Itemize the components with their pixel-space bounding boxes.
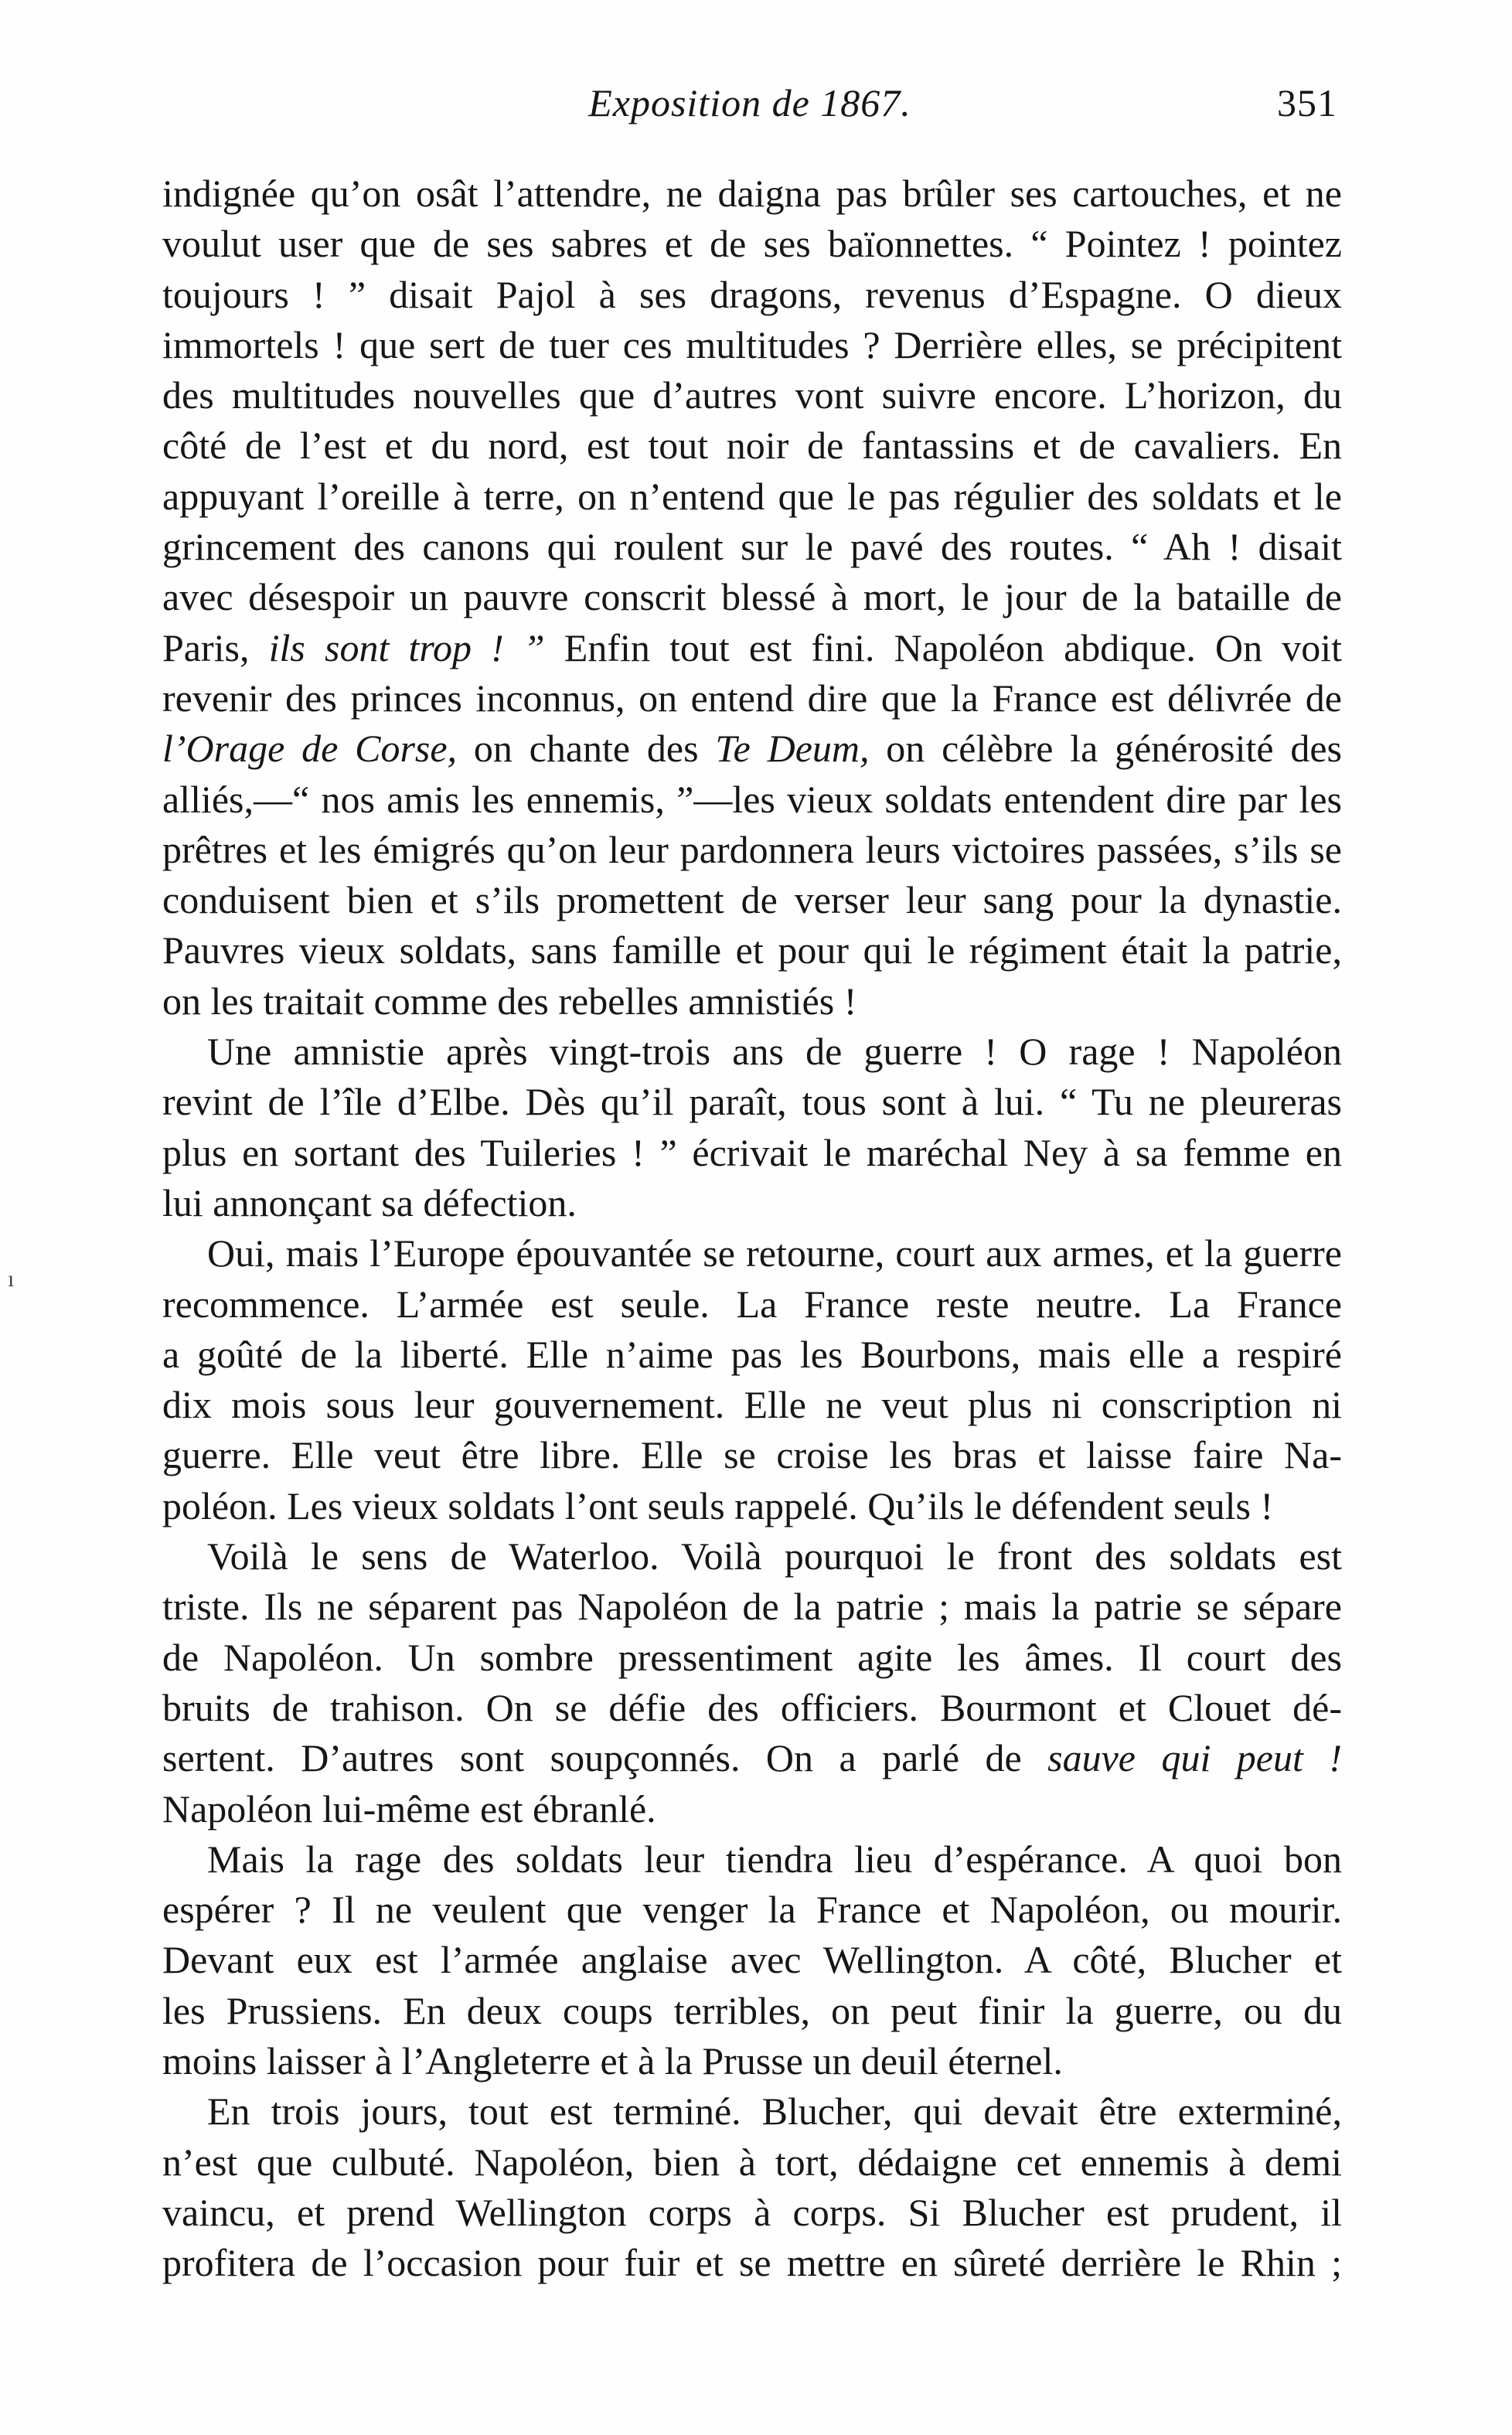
text-line: Devant eux est l’armée anglaise avec Wellington. A côté, Blucher et: [162, 1938, 1342, 1982]
text-line: Voilà le sens de Waterloo. Voilà pourquoi le front des soldats est: [207, 1534, 1342, 1578]
text-line: [162, 623, 1342, 673]
text-line: côté de l’est et du nord, est tout noir de fantassins et de cavaliers. En: [162, 424, 1342, 468]
text-line: bruits de trahison. On se défie des officiers. Bourmont et Clouet dé-: [162, 1685, 1342, 1729]
text-line: revint de l’île d’Elbe. Dès qu’il paraît, tous sont à lui. “ Tu ne pleureras: [162, 1080, 1342, 1124]
text-line: plus en sortant des Tuileries ! ” écrivait le maréchal Ney à sa femme en: [162, 1130, 1342, 1174]
text-line: a goûté de la liberté. Elle n’aime pas les Bourbons, mais elle a respiré: [162, 1332, 1342, 1376]
italic-phrase: sauve qui peut !: [1047, 1736, 1342, 1780]
page-number: 351: [1277, 81, 1337, 124]
italic-phrase: Te Deum,: [715, 727, 870, 771]
text-line: n’est que culbuté. Napoléon, bien à tort, dédaigne cet ennemis à demi: [162, 2140, 1342, 2184]
text-fragment: Enfin tout est fini. Napoléon abdique. On voit: [544, 625, 1343, 669]
text-line: Pauvres vieux soldats, sans famille et pour qui le régiment était la patrie,: [162, 928, 1342, 972]
text-line: prêtres et les émigrés qu’on leur pardonnera leurs victoires passées, s’ils se: [162, 827, 1342, 871]
page-header: [162, 80, 1337, 142]
text-line: Oui, mais l’Europe épouvantée se retourne, court aux armes, et la guerre: [207, 1231, 1342, 1275]
text-line: des multitudes nouvelles que d’autres vont suivre encore. L’horizon, du: [162, 373, 1342, 417]
text-line: En trois jours, tout est terminé. Blucher, qui devait être exterminé,: [207, 2089, 1342, 2134]
running-title: Exposition de 1867.: [588, 81, 911, 124]
text-line: guerre. Elle veut être libre. Elle se croise les bras et laisse faire Na-: [162, 1433, 1342, 1477]
italic-phrase: ils sont trop ! ”: [268, 625, 545, 669]
italic-phrase: l’Orage de Corse,: [162, 727, 458, 771]
text-line: profitera de l’occasion pour fuir et se mettre en sûreté derrière le Rhin ;: [162, 2241, 1342, 2285]
text-line: revenir des princes inconnus, on entend dire que la France est délivrée de: [162, 676, 1342, 720]
text-line: espérer ? Il ne veulent que venger la France et Napoléon, ou mourir.: [162, 1888, 1342, 1932]
text-fragment: Paris,: [162, 625, 269, 669]
margin-mark: ı: [8, 1266, 15, 1292]
text-line: appuyant l’oreille à terre, on n’entend que le pas régulier des soldats et le: [162, 474, 1342, 518]
text-fragment: sertent. D’autres sont soupçonnés. On a parlé de: [162, 1736, 1048, 1780]
text-line: les Prussiens. En deux coups terribles, on peut finir la guerre, ou du: [162, 1988, 1342, 2032]
text-line: alliés,—“ nos amis les ennemis, ”—les vieux soldats entendent dire par les: [162, 777, 1342, 821]
text-line: immortels ! que sert de tuer ces multitudes ? Derrière elles, se précipitent: [162, 322, 1342, 366]
text-line: vaincu, et prend Wellington corps à corps. Si Blucher est prudent, il: [162, 2190, 1342, 2234]
text-line: de Napoléon. Un sombre pressentiment agite les âmes. Il court des: [162, 1635, 1342, 1679]
text-line: poléon. Les vieux soldats l’ont seuls rappelé. Qu’ils le défendent seuls !: [162, 1483, 1274, 1527]
text-line: indignée qu’on osât l’attendre, ne daigna pas brûler ses cartouches, et ne: [162, 172, 1342, 215]
text-line: dix mois sous leur gouvernement. Elle ne veut plus ni conscription ni: [162, 1383, 1342, 1427]
text-line: triste. Ils ne séparent pas Napoléon de la patrie ; mais la patrie se sépare: [162, 1585, 1342, 1629]
text-line: [162, 1733, 1342, 1783]
text-line: toujours ! ” disait Pajol à ses dragons, revenus d’Espagne. O dieux: [162, 272, 1342, 316]
text-line: grincement des canons qui roulent sur le pavé des routes. “ Ah ! disait: [162, 525, 1342, 569]
text-line: voulut user que de ses sabres et de ses baïonnettes. “ Pointez ! pointez: [162, 222, 1342, 266]
body-text: [162, 169, 1342, 2288]
text-line: avec désespoir un pauvre conscrit blessé à mort, le jour de la bataille de: [162, 575, 1342, 619]
text-line: Mais la rage des soldats leur tiendra lieu d’espérance. A quoi bon: [207, 1837, 1342, 1881]
text-line: [162, 724, 1342, 774]
text-line: lui annonçant sa défection.: [162, 1180, 577, 1224]
text-line: on les traitait comme des rebelles amnistiés !: [162, 979, 857, 1023]
text-line: conduisent bien et s’ils promettent de verser leur sang pour la dynastie.: [162, 878, 1342, 922]
text-fragment: on chante des: [457, 727, 716, 771]
text-line: Une amnistie après vingt-trois ans de guerre ! O rage ! Napoléon: [207, 1030, 1342, 1074]
text-fragment: on célèbre la générosité des: [869, 727, 1343, 771]
text-line: recommence. L’armée est seule. La France reste neutre. La France: [162, 1282, 1342, 1326]
text-line: moins laisser à l’Angleterre et à la Prusse un deuil éternel.: [162, 2038, 1063, 2083]
text-line: Napoléon lui-même est ébranlé.: [162, 1786, 656, 1831]
